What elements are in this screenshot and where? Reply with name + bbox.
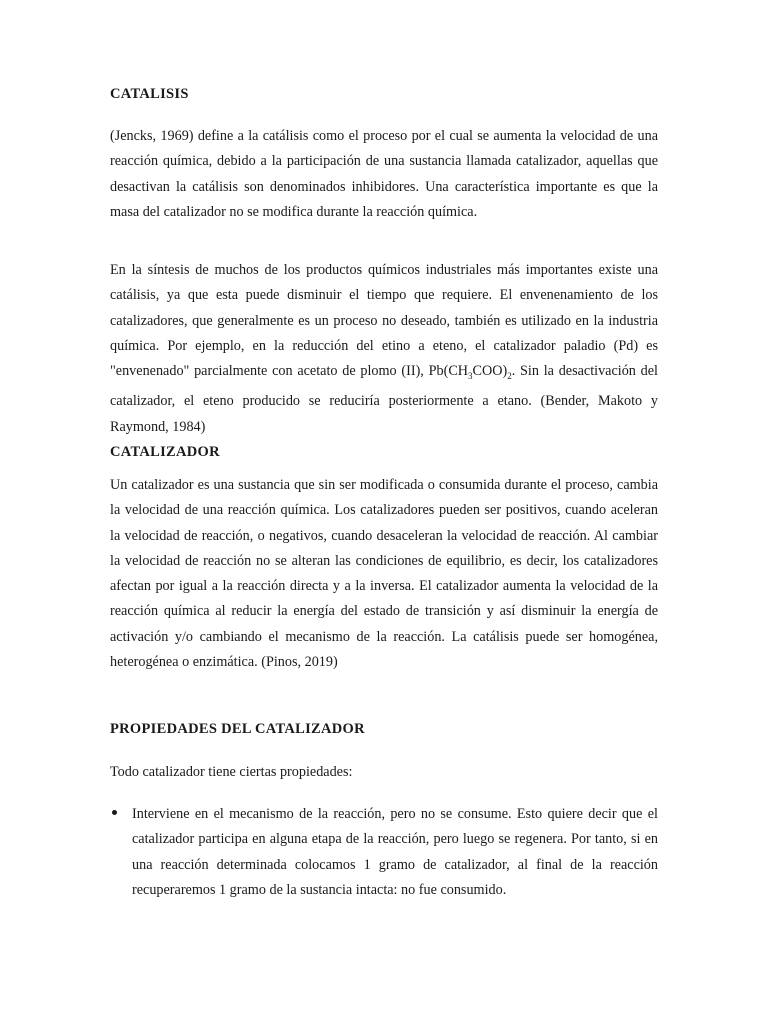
propiedades-intro: Todo catalizador tiene ciertas propiedades: <box>110 764 353 780</box>
list-item <box>132 802 658 903</box>
paragraph-text: COO) <box>472 363 508 380</box>
paragraph-text: En la síntesis de muchos de los productos químicos industriales más importantes existe una catálisis, ya que esta puede disminuir el tiempo que requiere. El envenenamiento de los catalizadores, que generalmente es un proceso no deseado, también es utilizado en la industria química. Por ejemplo, en la reducción del etino a eteno, el catalizador paladio (Pd) es "envenenado" parcialmente con acetato de plomo (II), Pb(CH <box>110 262 658 380</box>
bullet-icon <box>112 810 117 815</box>
heading-catalisis: CATALISIS <box>110 86 189 102</box>
paragraph-catalizador-definition: Un catalizador es una sustancia que sin ser modificada o consumida durante el proceso, cambia la velocidad de una reacción química. Los catalizadores pueden ser positivos, cuando aceleran la velocidad de reacción, o negativos, cuando desaceleran la velocidad de reacción. Al cambiar la velocidad de reacción no se alteran las condiciones de equilibrio, es decir, los catalizadores afectan por igual a la reacción directa y a la inversa. El catalizador aumenta la velocidad de la reacción química al reducir la energía del estado de transición y así disminuir la energía de activación y/o cambiando el mecanismo de la reacción. La catálisis puede ser homogénea, heterogénea o enzimática. (Pinos, 2019) <box>110 477 658 671</box>
subscript-2: 2 <box>507 371 512 382</box>
paragraph-catalisis-envenenamiento <box>110 258 658 440</box>
paragraph-text: . Sin la desactivación del catalizador, el eteno producido se reduciría posteriormente a etano. (Bender, Makoto y Raymond, 1984) <box>110 363 658 435</box>
heading-catalizador: CATALIZADOR <box>110 444 220 460</box>
list-item-text: Interviene en el mecanismo de la reacción, pero no se consume. Esto quiere decir que el catalizador participa en alguna etapa de la reacción, pero luego se regenera. Por tanto, si en una reacción determinada colocamos 1 gramo de catalizador, al final de la reacción recuperaremos 1 gramo de la sustancia intacta: no fue consumido. <box>132 806 658 898</box>
subscript-3: 3 <box>468 371 473 382</box>
paragraph-catalisis-definition: (Jencks, 1969) define a la catálisis como el proceso por el cual se aumenta la velocidad de una reacción química, debido a la participación de una sustancia llamada catalizador, aquellas que desactivan la catálisis son denominados inhibidores. Una característica importante es que la masa del catalizador no se modifica durante la reacción química. <box>110 128 658 220</box>
heading-propiedades: PROPIEDADES DEL CATALIZADOR <box>110 721 365 737</box>
